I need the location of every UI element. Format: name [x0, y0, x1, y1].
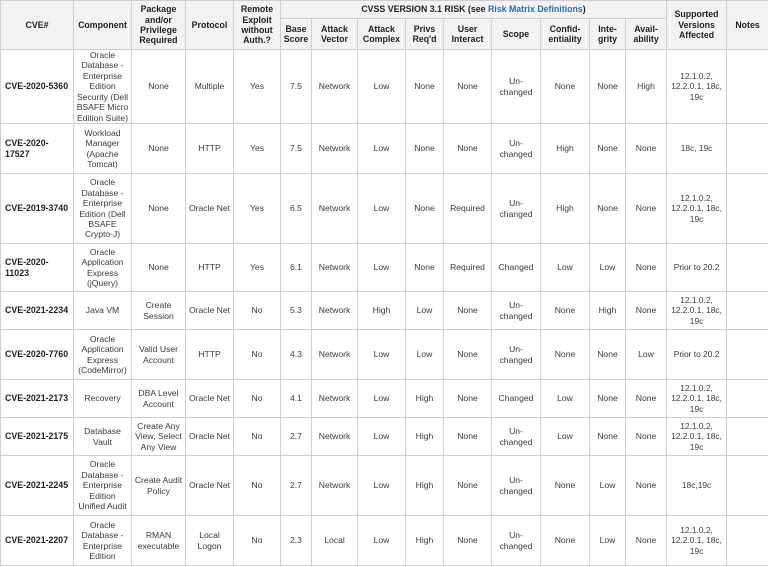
- cell-integrity: High: [590, 292, 626, 330]
- cell-user-interaction: None: [444, 50, 492, 124]
- cell-user-interaction: None: [444, 456, 492, 516]
- cell-privileges-required: Low: [406, 292, 444, 330]
- cell-package: Create Audit Policy: [132, 456, 186, 516]
- cell-user-interaction: None: [444, 418, 492, 456]
- cell-availability: None: [626, 174, 667, 244]
- cell-supported-versions: Prior to 20.2: [667, 244, 727, 292]
- cell-confidentiality: None: [541, 330, 590, 380]
- header-package: Package and/or Privilege Required: [132, 1, 186, 50]
- cell-component: Workload Manager (Apache Tomcat): [74, 124, 132, 174]
- cell-base-score: 2.7: [281, 456, 312, 516]
- cell-protocol: HTTP: [186, 330, 234, 380]
- cell-supported-versions: 18c,19c: [667, 456, 727, 516]
- table-row: [1, 174, 768, 244]
- cell-user-interaction: None: [444, 330, 492, 380]
- cell-component: Oracle Database - Enterprise Edition Unified Audit: [74, 456, 132, 516]
- cell-scope: Un-changed: [492, 456, 541, 516]
- cell-scope: Un-changed: [492, 516, 541, 566]
- cell-base-score: 2.7: [281, 418, 312, 456]
- cell-confidentiality: Low: [541, 244, 590, 292]
- cell-remote-exploit: Yes: [234, 124, 281, 174]
- cell-component: Oracle Database - Enterprise Edition: [74, 516, 132, 566]
- cell-integrity: None: [590, 418, 626, 456]
- cell-integrity: Low: [590, 516, 626, 566]
- cell-user-interaction: None: [444, 516, 492, 566]
- table-row: [1, 380, 768, 418]
- cell-integrity: Low: [590, 244, 626, 292]
- cell-supported-versions: 12.1.0.2, 12.2.0.1, 18c, 19c: [667, 50, 727, 124]
- cell-protocol: HTTP: [186, 124, 234, 174]
- cell-notes: [727, 330, 768, 380]
- cell-user-interaction: Required: [444, 244, 492, 292]
- cell-package: None: [132, 124, 186, 174]
- cell-availability: None: [626, 124, 667, 174]
- cell-notes: [727, 418, 768, 456]
- cell-availability: High: [626, 50, 667, 124]
- table-row: [1, 292, 768, 330]
- cell-component: Database Vault: [74, 418, 132, 456]
- cell-cve: CVE-2020-17527: [1, 124, 74, 174]
- cell-confidentiality: None: [541, 50, 590, 124]
- cell-attack-complexity: High: [358, 292, 406, 330]
- cell-notes: [727, 292, 768, 330]
- cell-protocol: Oracle Net: [186, 174, 234, 244]
- cell-attack-vector: Network: [312, 244, 358, 292]
- header-attack-complex: Attack Complex: [358, 19, 406, 50]
- cell-protocol: Oracle Net: [186, 292, 234, 330]
- cell-cve: CVE-2021-2175: [1, 418, 74, 456]
- cell-privileges-required: Low: [406, 330, 444, 380]
- cell-confidentiality: None: [541, 292, 590, 330]
- cell-base-score: 6.5: [281, 174, 312, 244]
- cell-supported-versions: 12.1.0.2, 12.2.0.1, 18c, 19c: [667, 174, 727, 244]
- cell-supported-versions: 12.1.0.2, 12.2.0.1, 18c, 19c: [667, 418, 727, 456]
- cell-privileges-required: High: [406, 516, 444, 566]
- cell-cve: CVE-2021-2207: [1, 516, 74, 566]
- cell-availability: None: [626, 516, 667, 566]
- cell-remote-exploit: No: [234, 330, 281, 380]
- cell-confidentiality: High: [541, 124, 590, 174]
- cell-scope: Un-changed: [492, 50, 541, 124]
- cell-notes: [727, 174, 768, 244]
- cell-privileges-required: None: [406, 124, 444, 174]
- cell-package: Valid User Account: [132, 330, 186, 380]
- cell-privileges-required: High: [406, 418, 444, 456]
- cell-notes: [727, 516, 768, 566]
- cell-cve: CVE-2020-7760: [1, 330, 74, 380]
- cell-availability: None: [626, 244, 667, 292]
- cell-attack-complexity: Low: [358, 50, 406, 124]
- cell-user-interaction: None: [444, 124, 492, 174]
- cell-privileges-required: None: [406, 50, 444, 124]
- cell-user-interaction: None: [444, 380, 492, 418]
- cell-component: Java VM: [74, 292, 132, 330]
- cell-integrity: None: [590, 380, 626, 418]
- cell-scope: Un-changed: [492, 174, 541, 244]
- cell-confidentiality: Low: [541, 418, 590, 456]
- cell-availability: None: [626, 380, 667, 418]
- cell-cve: CVE-2021-2234: [1, 292, 74, 330]
- cell-scope: Changed: [492, 380, 541, 418]
- header-user-interact: User Interact: [444, 19, 492, 50]
- cell-privileges-required: High: [406, 456, 444, 516]
- cell-component: Oracle Application Express (CodeMirror): [74, 330, 132, 380]
- cell-attack-vector: Network: [312, 380, 358, 418]
- cell-supported-versions: Prior to 20.2: [667, 330, 727, 380]
- cell-remote-exploit: No: [234, 516, 281, 566]
- header-cve: CVE#: [1, 1, 74, 50]
- header-cvss-group: [281, 1, 667, 19]
- cell-remote-exploit: No: [234, 456, 281, 516]
- cell-privileges-required: None: [406, 174, 444, 244]
- risk-matrix-definitions-link[interactable]: Risk Matrix Definitions: [487, 4, 583, 15]
- cell-integrity: Low: [590, 456, 626, 516]
- header-attack-vector: Attack Vector: [312, 19, 358, 50]
- cell-cve: CVE-2021-2245: [1, 456, 74, 516]
- table-row: [1, 244, 768, 292]
- cell-protocol: Oracle Net: [186, 380, 234, 418]
- cell-attack-vector: Network: [312, 456, 358, 516]
- cell-remote-exploit: Yes: [234, 244, 281, 292]
- cell-integrity: None: [590, 330, 626, 380]
- cell-scope: Un-changed: [492, 330, 541, 380]
- cell-remote-exploit: No: [234, 292, 281, 330]
- cell-attack-complexity: Low: [358, 516, 406, 566]
- cell-scope: Un-changed: [492, 292, 541, 330]
- table-row: [1, 124, 768, 174]
- cell-confidentiality: High: [541, 174, 590, 244]
- cell-attack-vector: Network: [312, 50, 358, 124]
- cell-package: None: [132, 50, 186, 124]
- cell-attack-vector: Network: [312, 292, 358, 330]
- cell-package: None: [132, 244, 186, 292]
- cell-base-score: 4.1: [281, 380, 312, 418]
- cell-privileges-required: High: [406, 380, 444, 418]
- cell-base-score: 7.5: [281, 124, 312, 174]
- cell-cve: CVE-2020-5360: [1, 50, 74, 124]
- cell-notes: [727, 124, 768, 174]
- cell-availability: None: [626, 292, 667, 330]
- cell-supported-versions: 12.1.0.2, 12.2.0.1, 18c, 19c: [667, 292, 727, 330]
- header-scope: Scope: [492, 19, 541, 50]
- header-notes: Notes: [727, 1, 768, 50]
- cell-package: Create Session: [132, 292, 186, 330]
- cell-notes: [727, 380, 768, 418]
- cell-availability: None: [626, 456, 667, 516]
- cell-attack-complexity: Low: [358, 456, 406, 516]
- cell-remote-exploit: No: [234, 418, 281, 456]
- cell-confidentiality: None: [541, 516, 590, 566]
- cell-package: None: [132, 174, 186, 244]
- cell-confidentiality: None: [541, 456, 590, 516]
- table-body: [1, 50, 768, 566]
- cell-scope: Un-changed: [492, 124, 541, 174]
- cell-protocol: HTTP: [186, 244, 234, 292]
- header-availability: Avail-ability: [626, 19, 667, 50]
- cell-attack-vector: Network: [312, 124, 358, 174]
- cell-component: Oracle Database - Enterprise Edition Security (Dell BSAFE Micro Edition Suite): [74, 50, 132, 124]
- cell-package: RMAN executable: [132, 516, 186, 566]
- cell-attack-complexity: Low: [358, 174, 406, 244]
- table-row: [1, 418, 768, 456]
- cell-component: Oracle Database - Enterprise Edition (Dell BSAFE Crypto-J): [74, 174, 132, 244]
- cell-scope: Un-changed: [492, 418, 541, 456]
- header-base-score: Base Score: [281, 19, 312, 50]
- header-remote-exploit: Remote Exploit without Auth.?: [234, 1, 281, 50]
- cell-notes: [727, 50, 768, 124]
- cell-attack-complexity: Low: [358, 380, 406, 418]
- header-cvss-suffix: ): [582, 4, 586, 15]
- cell-base-score: 2.3: [281, 516, 312, 566]
- cell-availability: None: [626, 418, 667, 456]
- cell-supported-versions: 12.1.0.2, 12.2.0.1, 18c, 19c: [667, 380, 727, 418]
- cell-remote-exploit: Yes: [234, 174, 281, 244]
- cell-attack-complexity: Low: [358, 330, 406, 380]
- cell-component: Recovery: [74, 380, 132, 418]
- header-component: Component: [74, 1, 132, 50]
- cell-base-score: 4.3: [281, 330, 312, 380]
- cell-base-score: 5.3: [281, 292, 312, 330]
- cell-base-score: 6.1: [281, 244, 312, 292]
- cell-user-interaction: Required: [444, 174, 492, 244]
- cell-privileges-required: None: [406, 244, 444, 292]
- cell-protocol: Local Logon: [186, 516, 234, 566]
- header-integrity: Inte-grity: [590, 19, 626, 50]
- cell-integrity: None: [590, 124, 626, 174]
- header-row-top: [1, 1, 768, 19]
- cell-supported-versions: 12.1.0.2, 12.2.0.1, 18c, 19c: [667, 516, 727, 566]
- cell-attack-vector: Network: [312, 418, 358, 456]
- header-privs-reqd: Privs Req'd: [406, 19, 444, 50]
- header-confidentiality: Confid-entiality: [541, 19, 590, 50]
- cell-component: Oracle Application Express (jQuery): [74, 244, 132, 292]
- cell-base-score: 7.5: [281, 50, 312, 124]
- cell-integrity: None: [590, 174, 626, 244]
- cell-remote-exploit: Yes: [234, 50, 281, 124]
- cell-scope: Changed: [492, 244, 541, 292]
- cell-remote-exploit: No: [234, 380, 281, 418]
- cell-attack-complexity: Low: [358, 244, 406, 292]
- cell-attack-vector: Local: [312, 516, 358, 566]
- cell-package: Create Any View, Select Any View: [132, 418, 186, 456]
- cell-attack-vector: Network: [312, 330, 358, 380]
- table-row: [1, 50, 768, 124]
- cell-protocol: Oracle Net: [186, 418, 234, 456]
- cell-cve: CVE-2020-11023: [1, 244, 74, 292]
- cell-integrity: None: [590, 50, 626, 124]
- cell-notes: [727, 244, 768, 292]
- header-supported-versions: Supported Versions Affected: [667, 1, 727, 50]
- cell-user-interaction: None: [444, 292, 492, 330]
- cell-confidentiality: Low: [541, 380, 590, 418]
- table-row: [1, 516, 768, 566]
- cell-attack-complexity: Low: [358, 418, 406, 456]
- table-row: [1, 330, 768, 380]
- header-protocol: Protocol: [186, 1, 234, 50]
- cell-supported-versions: 18c, 19c: [667, 124, 727, 174]
- cell-cve: CVE-2019-3740: [1, 174, 74, 244]
- table-row: [1, 456, 768, 516]
- cell-attack-complexity: Low: [358, 124, 406, 174]
- cell-cve: CVE-2021-2173: [1, 380, 74, 418]
- cell-protocol: Oracle Net: [186, 456, 234, 516]
- header-cvss-prefix: CVSS VERSION 3.1 RISK (see: [361, 4, 488, 15]
- cell-package: DBA Level Account: [132, 380, 186, 418]
- cell-attack-vector: Network: [312, 174, 358, 244]
- cell-availability: Low: [626, 330, 667, 380]
- cell-protocol: Multiple: [186, 50, 234, 124]
- cell-notes: [727, 456, 768, 516]
